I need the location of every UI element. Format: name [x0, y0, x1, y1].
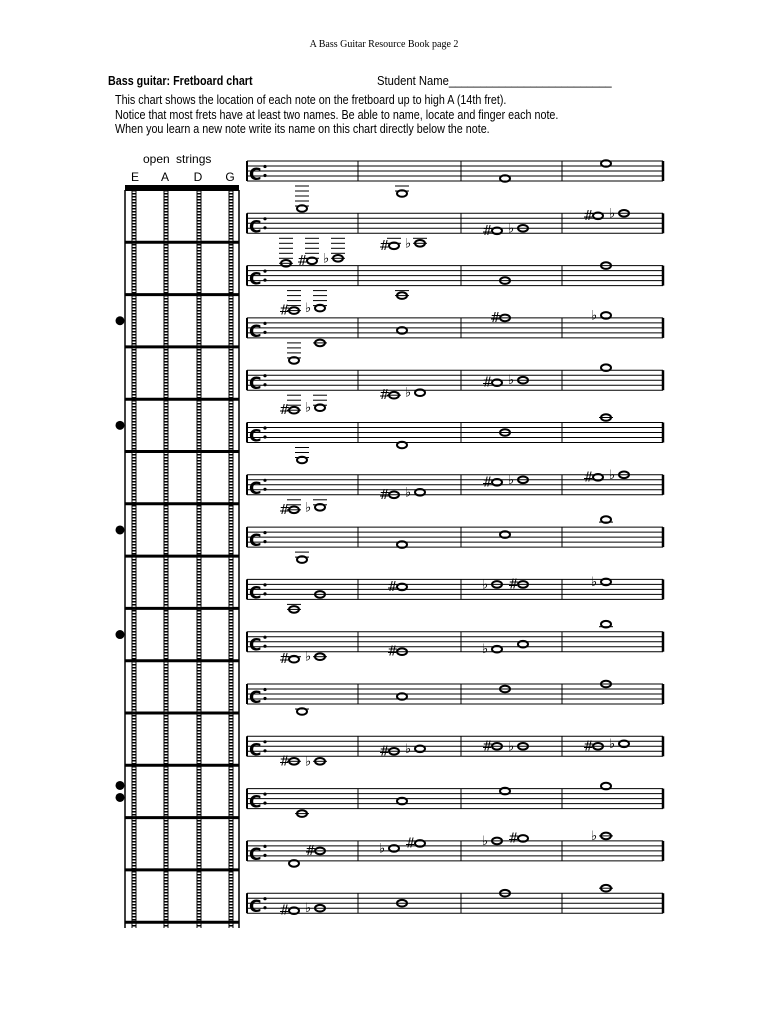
bass-clef-icon: C [249, 374, 262, 395]
note-g [601, 783, 611, 790]
staff-row [247, 829, 663, 867]
flat-icon: ♭ [591, 828, 598, 844]
sharp-icon: # [279, 652, 290, 668]
position-marker [116, 525, 125, 534]
note-a-sharp [387, 580, 407, 595]
note-g [601, 160, 611, 167]
flat-icon: ♭ [405, 236, 412, 252]
note-b-flat [305, 500, 327, 516]
clef-dot [263, 740, 266, 743]
staff-row [247, 262, 663, 318]
sharp-icon: # [279, 754, 290, 770]
clef-dot [263, 645, 266, 648]
flat-icon: ♭ [323, 251, 330, 267]
whole-note-head [289, 656, 299, 663]
sharp-icon: # [482, 475, 493, 491]
note-g-sharp [482, 475, 502, 490]
clef-dot [263, 383, 266, 386]
clef-dot [263, 226, 266, 229]
staff-row [247, 575, 663, 613]
clef-dot [263, 435, 266, 438]
flat-icon: ♭ [508, 373, 515, 389]
whole-note-head [415, 389, 425, 396]
note-a-flat [305, 395, 327, 416]
string-label-d: D [193, 170, 203, 184]
note-g-flat [482, 642, 502, 657]
clef-dot [263, 845, 266, 848]
bass-clef-icon: C [249, 635, 262, 656]
sharp-icon: # [490, 310, 501, 326]
staff-row [247, 621, 663, 667]
note-f [397, 327, 407, 334]
note-b [601, 364, 611, 371]
note-e-flat [591, 575, 611, 590]
whole-note-head [397, 541, 407, 548]
note-g-flat [323, 238, 345, 266]
note-d [500, 175, 510, 182]
bass-clef-icon: C [249, 321, 262, 342]
bass-clef-icon: C [249, 740, 262, 761]
note-d-sharp [482, 224, 502, 239]
staff-row [247, 206, 663, 268]
whole-note-head [297, 556, 307, 563]
note-g-sharp [508, 831, 528, 846]
whole-note-head [619, 741, 629, 748]
note-a [599, 885, 613, 892]
student-name-field[interactable]: Student Name__________________________ [377, 74, 612, 88]
whole-note-head [593, 213, 603, 220]
staff-row [247, 783, 663, 817]
note-a [500, 531, 510, 538]
whole-note-head [601, 783, 611, 790]
whole-note-head [389, 243, 399, 250]
note-d-sharp [405, 836, 425, 851]
note-g-sharp [279, 395, 301, 418]
flat-icon: ♭ [305, 400, 312, 416]
string-label-g: G [225, 170, 235, 184]
note-g-flat [609, 737, 629, 752]
position-marker [116, 316, 125, 325]
flat-icon: ♭ [609, 206, 616, 222]
bass-clef-icon: C [249, 426, 262, 447]
staff-row [247, 364, 663, 418]
clef-dot [263, 688, 266, 691]
note-b-flat [591, 308, 611, 323]
sharp-icon: # [297, 253, 308, 269]
sharp-icon: # [482, 739, 493, 755]
sharp-icon: # [279, 303, 290, 319]
sharp-icon: # [482, 375, 493, 391]
note-a [397, 798, 407, 805]
note-f [279, 238, 293, 266]
sharp-icon: # [583, 208, 594, 224]
clef-dot [263, 488, 266, 491]
flat-icon: ♭ [305, 500, 312, 516]
staff-row [247, 681, 663, 715]
note-f-sharp [482, 376, 502, 391]
note-f-sharp [297, 238, 319, 268]
sharp-icon: # [379, 238, 390, 254]
position-marker [116, 793, 125, 802]
whole-note-head [297, 205, 307, 212]
bass-clef-icon: C [249, 165, 262, 185]
whole-note-head [601, 312, 611, 319]
sharp-icon: # [508, 831, 519, 847]
bass-clef-icon: C [249, 478, 262, 499]
sharp-icon: # [379, 388, 390, 404]
note-g [287, 343, 301, 364]
whole-note-head [289, 357, 299, 364]
clef-dot [263, 897, 266, 900]
flat-icon: ♭ [609, 736, 616, 752]
note-c-sharp [583, 470, 603, 485]
flat-icon: ♭ [482, 642, 489, 658]
flat-icon: ♭ [305, 901, 312, 917]
flat-icon: ♭ [305, 649, 312, 665]
staff-row [247, 468, 663, 518]
note-g-sharp [583, 209, 603, 224]
note-b [295, 552, 309, 563]
clef-dot [263, 540, 266, 543]
flat-icon: ♭ [609, 467, 616, 483]
note-b-flat [379, 841, 399, 856]
position-marker [116, 630, 125, 639]
note-a-sharp [279, 500, 301, 518]
note-f [289, 860, 299, 867]
clef-dot [263, 331, 266, 334]
staff-row [247, 516, 663, 563]
whole-note-head [307, 258, 317, 265]
note-f-sharp [279, 904, 299, 919]
bass-clef-icon: C [249, 844, 262, 865]
whole-note-head [500, 175, 510, 182]
note-e [599, 621, 613, 628]
flat-icon: ♭ [591, 308, 598, 324]
note-d [599, 516, 613, 523]
sharp-icon: # [379, 744, 390, 760]
whole-note-head [415, 746, 425, 753]
whole-note-head [601, 516, 611, 523]
note-g [397, 693, 407, 700]
whole-note-head [397, 693, 407, 700]
sharp-icon: # [279, 403, 290, 419]
clef-dot [263, 374, 266, 377]
whole-note-head [397, 584, 407, 591]
note-c [287, 604, 301, 612]
bass-clef-icon: C [249, 688, 262, 708]
bass-clef-icon: C [249, 792, 262, 813]
note-e-flat [405, 485, 425, 500]
whole-note-head [389, 845, 399, 852]
note-c [313, 340, 327, 347]
whole-note-head [397, 327, 407, 334]
note-e [397, 541, 407, 548]
sharp-icon: # [379, 487, 390, 503]
staff-row [247, 414, 663, 463]
flat-icon: ♭ [305, 301, 312, 317]
whole-note-head [297, 708, 307, 715]
whole-note-head [593, 474, 603, 481]
clef-dot [263, 531, 266, 534]
whole-note-head [397, 190, 407, 197]
whole-note-head [492, 228, 502, 235]
note-d [295, 708, 309, 715]
flat-icon: ♭ [508, 221, 515, 237]
clef-dot [263, 583, 266, 586]
note-b-flat [405, 236, 427, 251]
staff-row [247, 736, 663, 769]
open-strings-label: open strings [143, 152, 212, 166]
flat-icon: ♭ [405, 741, 412, 757]
clef-dot [263, 906, 266, 909]
clef-dot [263, 793, 266, 796]
clef-dot [263, 174, 266, 177]
whole-note-head [492, 379, 502, 386]
whole-note-head [297, 457, 307, 464]
intro-line: Notice that most frets have at least two names. Be able to name, locate and finger each note. [115, 107, 559, 122]
flat-icon: ♭ [305, 754, 312, 770]
intro-line: This chart shows the location of each note on the fretboard up to high A (14th fret). [115, 93, 507, 107]
note-b [518, 641, 528, 648]
whole-note-head [397, 442, 407, 449]
bass-clef-icon: C [249, 531, 262, 552]
whole-note-head [601, 621, 611, 628]
whole-note-head [500, 531, 510, 538]
chart-title: Bass guitar: Fretboard chart [108, 74, 253, 88]
note-b [395, 291, 409, 299]
clef-dot [263, 322, 266, 325]
sharp-icon: # [305, 843, 316, 859]
clef-dot [263, 217, 266, 220]
flat-icon: ♭ [379, 841, 386, 857]
clef-dot [263, 479, 266, 482]
note-f-sharp [279, 291, 301, 319]
position-marker [116, 781, 125, 790]
note-g-flat [305, 291, 327, 317]
clef-dot [263, 165, 266, 168]
string-label-e: E [130, 170, 139, 184]
clef-dot [263, 749, 266, 752]
whole-note-head [315, 504, 325, 511]
note-c [599, 414, 613, 421]
whole-note-head [518, 835, 528, 842]
flat-icon: ♭ [591, 574, 598, 590]
bass-clef-icon: C [249, 217, 262, 238]
whole-note-head [492, 479, 502, 486]
note-c-sharp [279, 652, 301, 667]
note-a-sharp [379, 238, 401, 254]
whole-note-head [315, 305, 325, 312]
whole-note-head [601, 579, 611, 586]
whole-note-head [601, 160, 611, 167]
sharp-icon: # [405, 836, 416, 852]
note-a-flat [591, 829, 613, 844]
clef-dot [263, 802, 266, 805]
whole-note-head [289, 907, 299, 914]
whole-note-head [601, 364, 611, 371]
note-d [397, 442, 407, 449]
sharp-icon: # [279, 903, 290, 919]
staff-row [247, 308, 663, 363]
sharp-icon: # [583, 739, 594, 755]
flat-icon: ♭ [405, 485, 412, 501]
clef-dot [263, 592, 266, 595]
whole-note-head [289, 860, 299, 867]
sharp-icon: # [482, 223, 493, 239]
bass-clef-icon: C [249, 583, 262, 604]
flat-icon: ♭ [405, 385, 412, 401]
clef-dot [263, 697, 266, 700]
note-e [295, 186, 309, 212]
clef-dot [263, 636, 266, 639]
sharp-icon: # [387, 644, 398, 660]
position-marker [116, 421, 125, 430]
sharp-icon: # [279, 502, 290, 518]
sharp-icon: # [583, 470, 594, 486]
running-header: A Bass Guitar Resource Book page 2 [309, 39, 459, 50]
note-a [395, 186, 409, 197]
whole-note-head [315, 404, 325, 411]
clef-dot [263, 426, 266, 429]
whole-note-head [518, 641, 528, 648]
whole-note-head [415, 489, 425, 496]
flat-icon: ♭ [508, 739, 515, 755]
bass-clef-icon: C [249, 269, 262, 290]
note-d-flat [405, 386, 425, 401]
staff-row [247, 160, 663, 212]
flat-icon: ♭ [482, 833, 489, 849]
whole-note-head [415, 840, 425, 847]
clef-dot [263, 854, 266, 857]
nut [125, 185, 239, 191]
note-e [295, 810, 309, 817]
intro-line: When you learn a new note write its name on this chart directly below the note. [115, 122, 490, 136]
staff-row [247, 885, 663, 919]
string-label-a: A [160, 170, 169, 184]
whole-note-head [397, 798, 407, 805]
flat-icon: ♭ [508, 472, 515, 488]
clef-dot [263, 279, 266, 282]
sharp-icon: # [387, 579, 398, 595]
sharp-icon: # [508, 577, 519, 593]
flat-icon: ♭ [482, 577, 489, 593]
note-a [295, 448, 309, 464]
whole-note-head [492, 646, 502, 653]
note-a-flat [405, 742, 425, 757]
whole-note-head [500, 788, 510, 795]
fretboard [116, 185, 240, 928]
note-d [500, 788, 510, 795]
bass-clef-icon: C [249, 897, 262, 918]
clef-dot [263, 270, 266, 273]
